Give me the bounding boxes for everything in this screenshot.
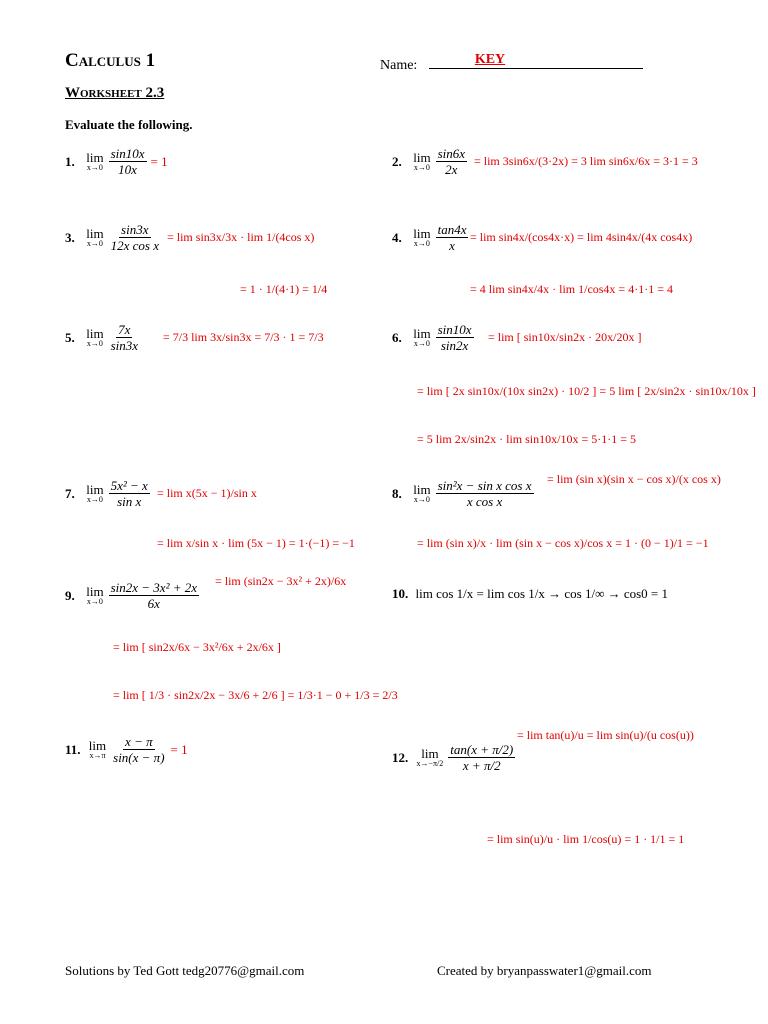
answer: = lim sin4x/(cos4x·x) = lim 4sin4x/(4x cos4x) [470, 230, 693, 244]
answer-line-2: = lim [ sin2x/6x − 3x²/6x + 2x/6x ] [113, 640, 281, 654]
answer-line-2: = lim (sin x)/x · lim (sin x − cos x)/cos x = 1 · (0 − 1)/1 = −1 [417, 536, 709, 550]
problem-number: 1. [65, 153, 75, 169]
question-fraction: $\frac{\tan(x + \pi/2)}{x + \pi/2}$ [450, 742, 514, 773]
problem-5 [65, 322, 324, 353]
problem-number: 11. [65, 741, 81, 757]
problem-7 [65, 478, 355, 550]
problem-11 [65, 734, 188, 765]
answer: = 1 [170, 741, 188, 757]
answer: = 7/3 lim 3x/sin3x = 7/3 · 1 = 7/3 [163, 330, 324, 344]
problem-number: 9. [65, 587, 75, 603]
problem-10 [392, 586, 668, 602]
answer: = lim sin3x/3x · lim 1/(4cos x) [167, 230, 315, 244]
name-value: KEY [474, 52, 506, 67]
problem-4 [392, 222, 693, 296]
problem-12 [392, 728, 694, 846]
problem-1 [65, 146, 168, 177]
name-field [380, 54, 643, 74]
question-fraction: $\frac{x - \pi}{\sin(x - \pi)}$ [113, 734, 165, 765]
answer-line-2: = lim [ 2x sin10x/(10x sin2x) · 10/2 ] = 5 lim [ 2x/sin2x · sin10x/10x ] [417, 384, 756, 398]
limit: lim x→0 [413, 149, 431, 172]
answer-line-3: = 5 lim 2x/sin2x · lim sin10x/10x = 5·1·1 = 5 [417, 432, 636, 446]
name-blank [429, 54, 643, 69]
problem-number: 6. [392, 329, 402, 345]
worksheet-title: Worksheet 2.3 [65, 85, 165, 101]
limit: lim x→0 [86, 583, 104, 606]
problem-number: 12. [392, 749, 409, 765]
problem-number: 3. [65, 229, 75, 245]
answer-line-2: = lim sin(u)/u · lim 1/cos(u) = 1 · 1/1 = 1 [487, 832, 685, 846]
problem-number: 5. [65, 329, 75, 345]
question-fraction: $\frac{\sin 3x}{\text{12x cos x}}$ [110, 222, 159, 253]
instructions: Evaluate the following. [65, 117, 193, 132]
question-fraction: $\frac{\tan 4x}{x}$ [437, 222, 467, 253]
answer-line-2: = 1 · 1/(4·1) = 1/4 [240, 282, 328, 296]
footer-solutions-credit: Solutions by Ted Gott tedg20776@gmail.com [65, 963, 305, 978]
question-fraction: $\frac{\sin 6x}{2x}$ [437, 146, 466, 177]
question-fraction: $\frac{\text{5x² − x}}{\text{sin x}}$ [110, 478, 148, 509]
limit: lim x→0 [413, 325, 431, 348]
limit: lim x→0 [413, 481, 431, 504]
limit: lim x→π [88, 737, 107, 760]
footer-created-credit: Created by bryanpasswater1@gmail.com [437, 963, 652, 978]
name-label: Name: [380, 58, 418, 73]
question-fraction: $\frac{\sin 10x}{10x}$ [110, 146, 145, 177]
problem-6 [392, 322, 756, 446]
answer-line-3: = lim [ 1/3 · sin2x/2x − 3x/6 + 2/6 ] = 1/3·1 − 0 + 1/3 = 2/3 [113, 688, 398, 702]
question-fraction: $\frac{\text{sin2x − 3x² + 2x}}{6x}$ [110, 580, 198, 611]
limit: lim x→0 [86, 225, 104, 248]
answer: = lim x(5x − 1)/sin x [157, 486, 257, 500]
problem-2 [392, 146, 698, 177]
limit: lim x→0 [413, 225, 431, 248]
answer: = 1 [150, 153, 168, 169]
limit: lim x→0 [86, 325, 104, 348]
answer-line-2: = lim x/sin x · lim (5x − 1) = 1·(−1) = −1 [157, 536, 355, 550]
limit: lim x→−π/2 [416, 745, 444, 768]
question-fraction: $\frac{\sin 10x}{\sin 2x}$ [437, 322, 472, 353]
problem-3 [65, 222, 328, 296]
answer: = lim [ sin10x/sin2x · 20x/20x ] [488, 330, 642, 344]
problem-number: 4. [392, 229, 402, 245]
problem-8 [392, 472, 721, 550]
question-fraction: $\frac{\text{sin²x − sin x cos x}}{\text{x cos x}}$ [437, 478, 532, 509]
answer: = lim (sin2x − 3x² + 2x)/6x [215, 574, 347, 588]
problem-number: 10. [392, 586, 409, 601]
problem-9 [65, 574, 398, 702]
problem-number: 8. [392, 485, 402, 501]
answer: lim cos 1/x = lim cos 1/x → cos 1/∞ → cos0 = 1 [415, 586, 669, 601]
answer: = lim (sin x)(sin x − cos x)/(x cos x) [547, 472, 721, 486]
limit: lim x→0 [86, 481, 104, 504]
answer: = lim tan(u)/u = lim sin(u)/(u cos(u)) [517, 728, 694, 742]
problem-number: 7. [65, 485, 75, 501]
limit: lim x→0 [86, 149, 104, 172]
question-fraction: $\frac{7x}{\sin 3x}$ [110, 322, 139, 353]
page-title: Calculus 1 [65, 50, 156, 71]
answer: = lim 3sin6x/(3·2x) = 3 lim sin6x/6x = 3·1 = 3 [474, 154, 698, 168]
answer-line-2: = 4 lim sin4x/4x · lim 1/cos4x = 4·1·1 = 4 [470, 282, 673, 296]
problem-number: 2. [392, 153, 402, 169]
